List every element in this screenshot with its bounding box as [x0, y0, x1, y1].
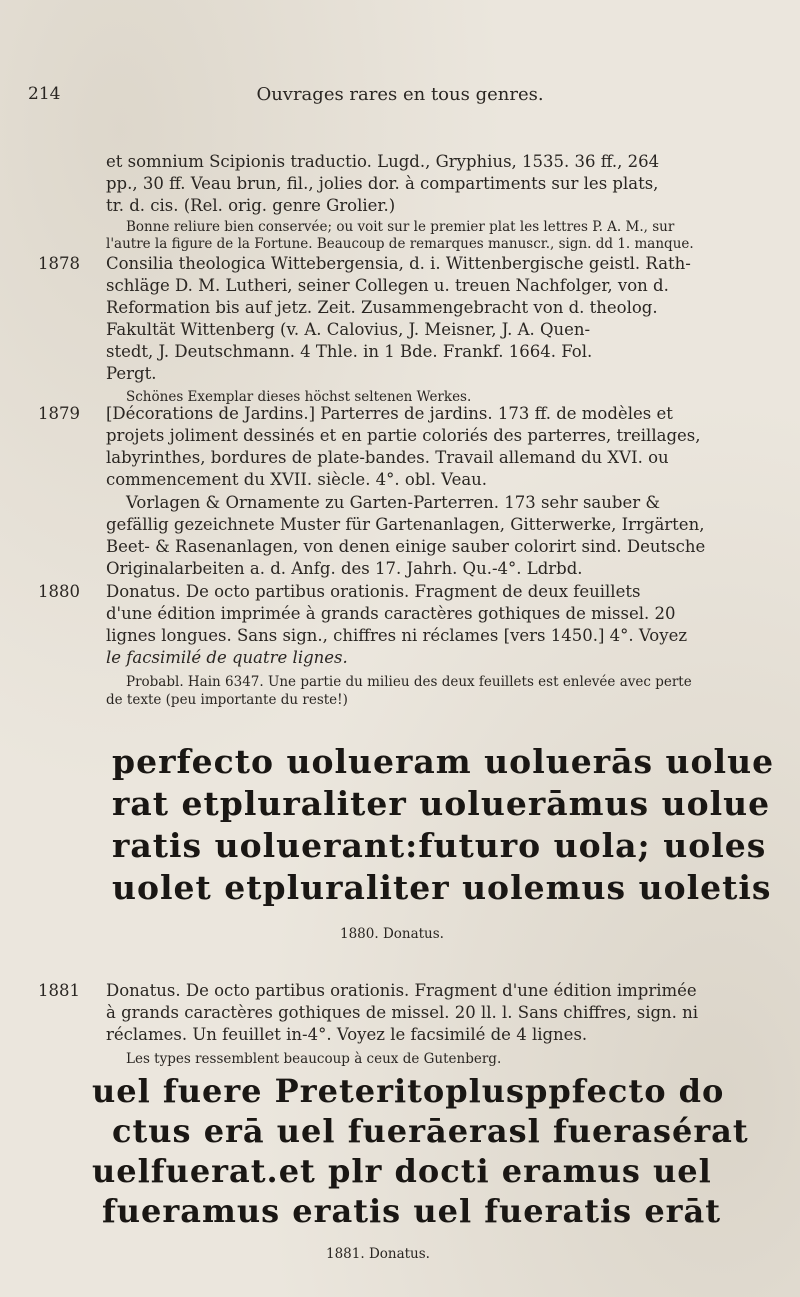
- lot-number: 1879: [38, 404, 80, 423]
- page-header: [0, 84, 800, 114]
- facsimile-line: fueramus eratis uel fueratis erāt: [102, 1192, 722, 1230]
- text-line: Originalarbeiten a. d. Anfg. des 17. Jahrh. Qu.-4°. Ldrbd.: [106, 559, 583, 578]
- facsimile-caption: 1881. Donatus.: [326, 1246, 430, 1262]
- facsimile-line: ctus erā uel fuerāerasl fuerasérat: [112, 1112, 749, 1150]
- text-line: pp., 30 ff. Veau brun, fil., jolies dor. à compartiments sur les plats,: [106, 174, 659, 193]
- facsimile-line: uel fuere Preteritoplusppfecto do: [92, 1072, 725, 1110]
- note-line: l'autre la figure de la Fortune. Beaucoup de remarques manuscr., sign. dd 1. manque.: [106, 236, 694, 252]
- text-line: Reformation bis auf jetz. Zeit. Zusammengebracht von d. theolog.: [106, 298, 658, 317]
- lot-number: 1880: [38, 582, 80, 601]
- note-line: Les types ressemblent beaucoup à ceux de Gutenberg.: [126, 1051, 502, 1067]
- note-line: de texte (peu importante du reste!): [106, 692, 348, 708]
- text-line: Consilia theologica Wittebergensia, d. i. Wittenbergische geistl. Rath-: [106, 254, 691, 273]
- text-line: et somnium Scipionis traductio. Lugd., Gryphius, 1535. 36 ff., 264: [106, 152, 660, 171]
- text-line: projets joliment dessinés et en partie coloriés des parterres, treillages,: [106, 426, 701, 445]
- text-line: d'une édition imprimée à grands caractères gothiques de missel. 20: [106, 604, 676, 623]
- text-line: Fakultät Wittenberg (v. A. Calovius, J. Meisner, J. A. Quen-: [106, 320, 591, 339]
- text-line: Beet- & Rasenanlagen, von denen einige sauber colorirt sind. Deutsche: [106, 537, 706, 556]
- text-line: schläge D. M. Lutheri, seiner Collegen u. treuen Nachfolger, von d.: [106, 276, 669, 295]
- text-line: Pergt.: [106, 364, 157, 383]
- text-line: labyrinthes, bordures de plate-bandes. Travail allemand du XVI. ou: [106, 448, 669, 467]
- text-line: commencement du XVII. siècle. 4°. obl. Veau.: [106, 470, 488, 489]
- text-line: [Décorations de Jardins.] Parterres de jardins. 173 ff. de modèles et: [106, 404, 673, 423]
- text-line: Donatus. De octo partibus orationis. Fragment d'une édition imprimée: [106, 981, 697, 1000]
- facsimile-line: uelfuerat.et plr docti eramus uel: [92, 1152, 712, 1190]
- text-line: stedt, J. Deutschmann. 4 Thle. in 1 Bde. Frankf. 1664. Fol.: [106, 342, 593, 361]
- facsimile-line: uolet etpluraliter uolemus uoletis: [112, 868, 772, 907]
- text-line: à grands caractères gothiques de missel. 20 ll. l. Sans chiffres, sign. ni: [106, 1003, 699, 1022]
- note-line: Schönes Exemplar dieses höchst seltenen Werkes.: [126, 389, 472, 405]
- facsimile-caption: 1880. Donatus.: [340, 926, 444, 942]
- text-line: réclames. Un feuillet in-4°. Voyez le facsimilé de 4 lignes.: [106, 1025, 588, 1044]
- text-line: Vorlagen & Ornamente zu Garten-Parterren. 173 sehr sauber &: [126, 493, 661, 512]
- text-line: gefällig gezeichnete Muster für Gartenanlagen, Gitterwerke, Irrgärten,: [106, 515, 705, 534]
- lot-number: 1878: [38, 254, 80, 273]
- text-line: le facsimilé de quatre lignes.: [106, 648, 348, 667]
- facsimile-line: rat etpluraliter uoluerāmus uolue: [112, 784, 771, 823]
- text-line: tr. d. cis. (Rel. orig. genre Grolier.): [106, 196, 396, 215]
- facsimile-line: ratis uoluerant:futuro uola; uoles: [112, 826, 767, 865]
- lot-number: 1881: [38, 981, 80, 1000]
- text-line: Donatus. De octo partibus orationis. Fragment de deux feuillets: [106, 582, 641, 601]
- facsimile-line: perfecto uolueram uoluerās uolue: [112, 742, 775, 781]
- note-line: Probabl. Hain 6347. Une partie du milieu des deux feuillets est enlevée avec perte: [126, 674, 692, 690]
- page-number: 214: [28, 84, 61, 104]
- note-line: Bonne reliure bien conservée; ou voit sur le premier plat les lettres P. A. M., sur: [126, 219, 675, 235]
- text-line: lignes longues. Sans sign., chiffres ni réclames [vers 1450.] 4°. Voyez: [106, 626, 688, 645]
- running-title: Ouvrages rares en tous genres.: [256, 84, 544, 105]
